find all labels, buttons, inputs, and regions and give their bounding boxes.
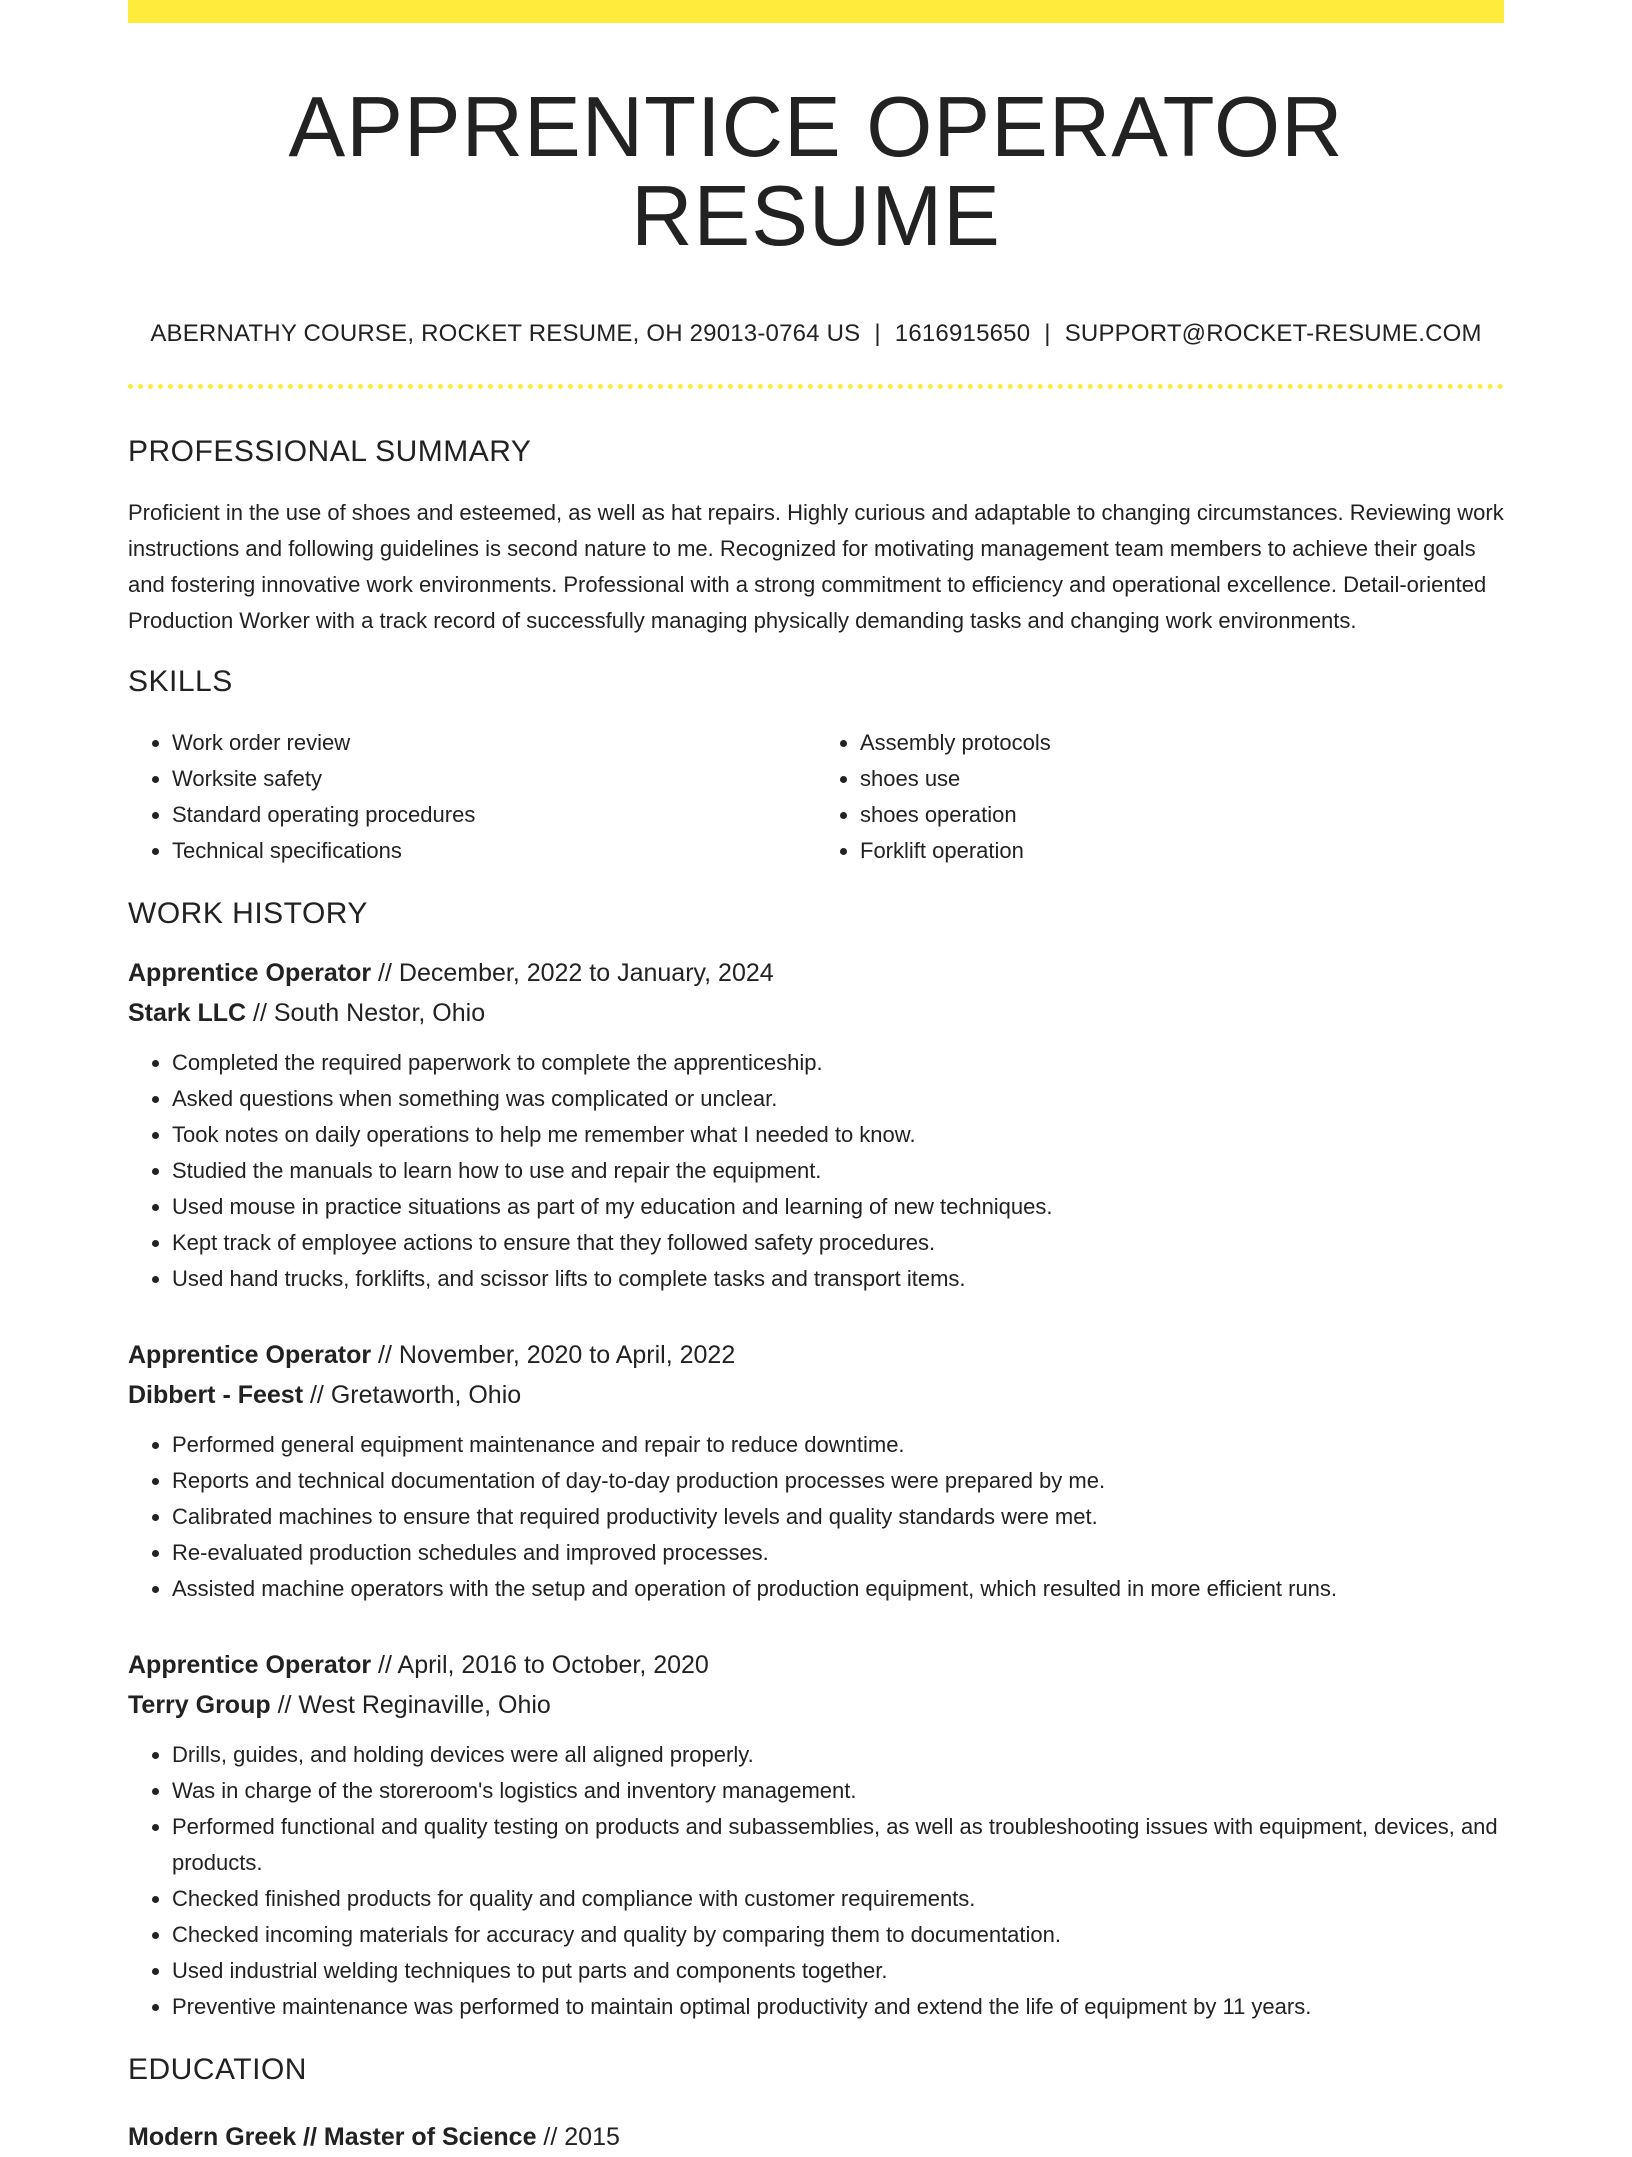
skills-column-left <box>128 725 816 869</box>
skill-item: • Assembly protocols <box>860 725 1504 761</box>
job-company: Stark LLC <box>128 998 247 1027</box>
skill-item: • Work order review <box>172 725 816 761</box>
job-location: // South Nestor, Ohio <box>246 998 486 1027</box>
job-bullet: • Used industrial welding techniques to put parts and components together. <box>172 1953 1504 1989</box>
job-bullets <box>128 1737 1504 2025</box>
contact-line <box>128 320 1504 348</box>
job-title-line <box>128 1645 1504 1685</box>
job-bullet: • Preventive maintenance was performed to maintain optimal productivity and extend the life of equipment by 11 years. <box>172 1989 1504 2025</box>
job-dates: // December, 2022 to January, 2024 <box>371 958 774 987</box>
job-bullet: • Took notes on daily operations to help me remember what I needed to know. <box>172 1117 1504 1153</box>
resume-page <box>128 0 1504 2157</box>
skill-item: • Technical specifications <box>172 833 816 869</box>
education-entry <box>128 2117 1504 2157</box>
skill-item: • Forklift operation <box>860 833 1504 869</box>
contact-phone: 1616915650 <box>894 319 1031 347</box>
resume-title: APPRENTICE OPERATOR RESUME <box>288 80 1344 265</box>
skills-heading: SKILLS <box>128 664 233 698</box>
job-bullet: • Drills, guides, and holding devices were all aligned properly. <box>172 1737 1504 1773</box>
job-dates: // November, 2020 to April, 2022 <box>371 1340 736 1369</box>
summary-heading: PROFESSIONAL SUMMARY <box>128 434 532 468</box>
job-bullet: • Reports and technical documentation of day-to-day production processes were prepared by me. <box>172 1463 1504 1499</box>
job-company-line <box>128 993 1504 1033</box>
contact-separator: | <box>1044 319 1051 347</box>
job-bullet: • Re-evaluated production schedules and improved processes. <box>172 1535 1504 1571</box>
top-accent-bar <box>128 0 1504 23</box>
skill-item: • shoes use <box>860 761 1504 797</box>
work-history-heading: WORK HISTORY <box>128 896 368 930</box>
job-bullet: • Used mouse in practice situations as part of my education and learning of new techniques. <box>172 1189 1504 1225</box>
job-entry <box>128 1335 1504 1607</box>
job-title: Apprentice Operator <box>128 1340 372 1369</box>
job-company: Terry Group <box>128 1690 271 1719</box>
job-bullet: • Completed the required paperwork to complete the apprenticeship. <box>172 1045 1504 1081</box>
skill-item: • Worksite safety <box>172 761 816 797</box>
summary-text: Proficient in the use of shoes and esteemed, as well as hat repairs. Highly curious and adaptable to changing circumstances. Reviewing work instructions and following guidelines is second nature to me. Recognized for motivating management team members to achieve their goals and fostering innovative work environments. Professional with a strong commitment to efficiency and operational excellence. Detail-oriented Production Worker with a track record of successfully managing physically demanding tasks and changing work environments. <box>128 499 1504 633</box>
job-bullet: • Used hand trucks, forklifts, and scissor lifts to complete tasks and transport items. <box>172 1261 1504 1297</box>
job-bullet: • Was in charge of the storeroom's logistics and inventory management. <box>172 1773 1504 1809</box>
job-entry <box>128 953 1504 1297</box>
contact-address: ABERNATHY COURSE, ROCKET RESUME, OH 29013-0764 US <box>150 319 861 347</box>
job-entry <box>128 1645 1504 2025</box>
job-title-line <box>128 953 1504 993</box>
skill-item: • Standard operating procedures <box>172 797 816 833</box>
contact-email: SUPPORT@ROCKET-RESUME.COM <box>1064 319 1482 347</box>
job-dates: // April, 2016 to October, 2020 <box>371 1650 709 1679</box>
job-title: Apprentice Operator <box>128 958 372 987</box>
job-title: Apprentice Operator <box>128 1650 372 1679</box>
job-company-line <box>128 1375 1504 1415</box>
skills-column-right <box>816 725 1504 869</box>
job-bullet: • Performed functional and quality testing on products and subassemblies, as well as troubleshooting issues with equipment, devices, and products. <box>172 1809 1504 1881</box>
skill-item: • shoes operation <box>860 797 1504 833</box>
job-title-line <box>128 1335 1504 1375</box>
job-bullet: • Assisted machine operators with the setup and operation of production equipment, which resulted in more efficient runs. <box>172 1571 1504 1607</box>
job-bullet: • Studied the manuals to learn how to use and repair the equipment. <box>172 1153 1504 1189</box>
contact-separator: | <box>874 319 881 347</box>
job-company: Dibbert - Feest <box>128 1380 304 1409</box>
job-bullets <box>128 1427 1504 1607</box>
job-location: // Gretaworth, Ohio <box>303 1380 522 1409</box>
job-bullet: • Checked incoming materials for accuracy and quality by comparing them to documentation. <box>172 1917 1504 1953</box>
job-bullet: • Performed general equipment maintenance and repair to reduce downtime. <box>172 1427 1504 1463</box>
job-company-line <box>128 1685 1504 1725</box>
job-bullet: • Kept track of employee actions to ensure that they followed safety procedures. <box>172 1225 1504 1261</box>
header-divider <box>128 384 1504 389</box>
job-bullet: • Checked finished products for quality and compliance with customer requirements. <box>172 1881 1504 1917</box>
education-degree: Modern Greek // Master of Science <box>128 2122 537 2151</box>
skills-grid <box>128 725 1504 869</box>
job-bullet: • Calibrated machines to ensure that required productivity levels and quality standards were met. <box>172 1499 1504 1535</box>
job-bullets <box>128 1045 1504 1297</box>
job-location: // West Reginaville, Ohio <box>270 1690 551 1719</box>
job-bullet: • Asked questions when something was complicated or unclear. <box>172 1081 1504 1117</box>
education-year: // 2015 <box>536 2122 620 2151</box>
education-heading: EDUCATION <box>128 2052 307 2086</box>
